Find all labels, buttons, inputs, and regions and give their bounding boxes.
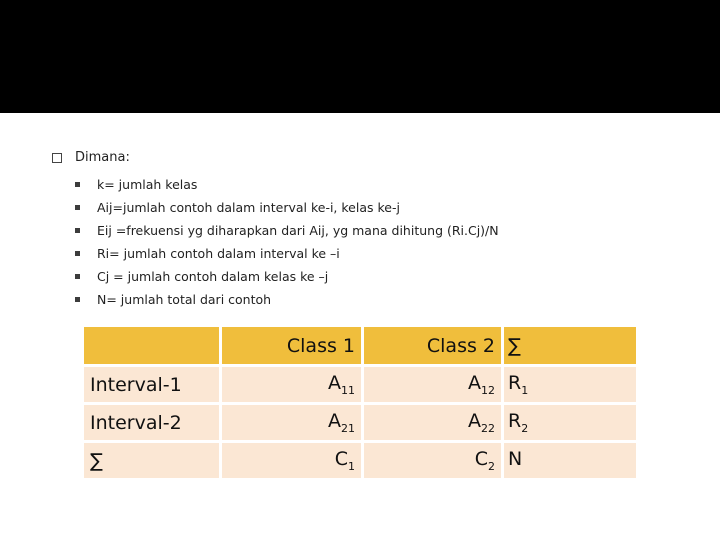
cell-symbol: A xyxy=(328,410,341,433)
square-bullet-icon xyxy=(75,297,80,302)
header-cell-sum: ∑ xyxy=(501,327,636,364)
cell-symbol: A xyxy=(328,372,341,395)
cell-subscript: 22 xyxy=(481,421,495,435)
table-cell xyxy=(219,405,361,440)
heading-row xyxy=(52,150,130,165)
cell-symbol: R xyxy=(508,410,522,433)
definition-text: Aij=jumlah contoh dalam interval ke-i, kelas ke-j xyxy=(97,200,400,215)
list-item xyxy=(75,173,499,196)
definition-text: Ri= jumlah contoh dalam interval ke –i xyxy=(97,246,340,261)
row-label: Interval-2 xyxy=(84,405,219,440)
definition-text: k= jumlah kelas xyxy=(97,177,198,192)
definition-text: Cj = jumlah contoh dalam kelas ke –j xyxy=(97,269,329,284)
row-label: Interval-1 xyxy=(84,367,219,402)
square-bullet-icon xyxy=(75,205,80,210)
definition-text: N= jumlah total dari contoh xyxy=(97,292,272,307)
table-cell xyxy=(501,405,636,440)
definition-text: Eij =frekuensi yg diharapkan dari Aij, yg mana dihitung (Ri.Cj)/N xyxy=(97,223,499,238)
cell-subscript: 1 xyxy=(521,383,529,397)
list-item xyxy=(75,219,499,242)
title-band xyxy=(0,0,720,113)
table-cell xyxy=(501,367,636,402)
hollow-square-bullet-icon xyxy=(52,153,62,163)
cell-subscript: 1 xyxy=(348,459,355,473)
contingency-table xyxy=(84,324,636,481)
heading-text: Dimana: xyxy=(75,150,130,165)
list-item xyxy=(75,265,499,288)
cell-symbol: A xyxy=(468,372,481,395)
header-cell-class-2: Class 2 xyxy=(361,327,501,364)
cell-symbol: C xyxy=(474,448,488,471)
cell-subscript: 11 xyxy=(341,383,355,397)
definition-list xyxy=(75,173,499,311)
table-cell xyxy=(361,405,501,440)
table-cell xyxy=(501,443,636,478)
square-bullet-icon xyxy=(75,274,80,279)
square-bullet-icon xyxy=(75,251,80,256)
table-cell xyxy=(361,367,501,402)
cell-symbol: A xyxy=(468,410,481,433)
header-cell-empty xyxy=(84,327,219,364)
table-cell xyxy=(361,443,501,478)
cell-subscript: 2 xyxy=(521,421,529,435)
table-row xyxy=(84,367,636,402)
header-cell-class-1: Class 1 xyxy=(219,327,361,364)
cell-subscript: 12 xyxy=(481,383,495,397)
table-cell xyxy=(219,367,361,402)
square-bullet-icon xyxy=(75,182,80,187)
cell-symbol: C xyxy=(334,448,348,471)
cell-subscript: 2 xyxy=(488,459,495,473)
table-row xyxy=(84,405,636,440)
cell-symbol: R xyxy=(508,372,522,395)
list-item xyxy=(75,288,499,311)
list-item xyxy=(75,242,499,265)
table-header-row xyxy=(84,327,636,364)
row-label: ∑ xyxy=(84,443,219,478)
cell-symbol: N xyxy=(508,448,523,471)
list-item xyxy=(75,196,499,219)
square-bullet-icon xyxy=(75,228,80,233)
table-cell xyxy=(219,443,361,478)
cell-subscript: 21 xyxy=(341,421,355,435)
table-row xyxy=(84,443,636,478)
